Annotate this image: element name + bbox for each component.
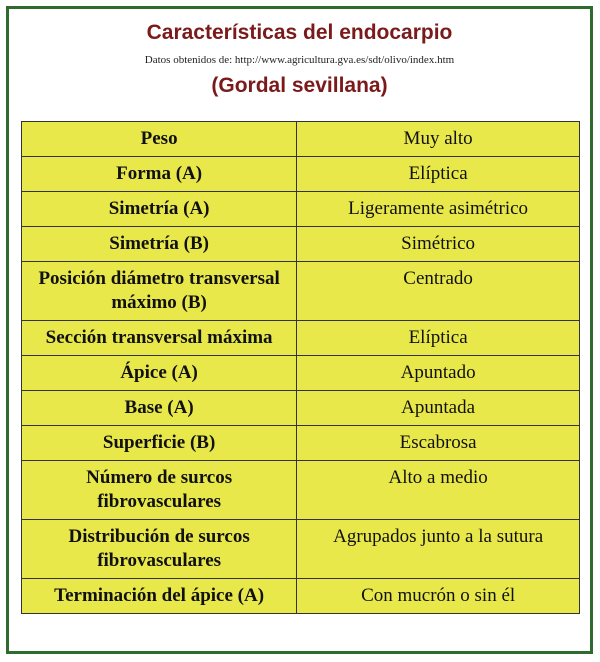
value-cell: Elíptica <box>297 321 580 356</box>
value-cell: Agrupados junto a la sutura <box>297 520 580 579</box>
property-cell: Simetría (A) <box>22 192 297 227</box>
property-cell: Terminación del ápice (A) <box>22 579 297 614</box>
property-cell: Peso <box>22 122 297 157</box>
endocarp-table <box>21 121 580 614</box>
table-row <box>22 356 580 391</box>
table-row <box>22 391 580 426</box>
value-cell: Simétrico <box>297 227 580 262</box>
property-cell: Distribución de surcos fibrovasculares <box>22 520 297 579</box>
table-row <box>22 157 580 192</box>
property-cell: Simetría (B) <box>22 227 297 262</box>
value-cell: Ligeramente asimétrico <box>297 192 580 227</box>
property-cell: Sección transversal máxima <box>22 321 297 356</box>
property-cell: Posición diámetro transversal máximo (B) <box>22 262 297 321</box>
table-row <box>22 426 580 461</box>
table-row <box>22 520 580 579</box>
value-cell: Elíptica <box>297 157 580 192</box>
property-cell: Superficie (B) <box>22 426 297 461</box>
property-cell: Ápice (A) <box>22 356 297 391</box>
value-cell: Con mucrón o sin él <box>297 579 580 614</box>
value-cell: Centrado <box>297 262 580 321</box>
variety-subtitle: (Gordal sevillana) <box>211 74 388 97</box>
property-cell: Forma (A) <box>22 157 297 192</box>
table-row <box>22 227 580 262</box>
property-cell: Base (A) <box>22 391 297 426</box>
value-cell: Muy alto <box>297 122 580 157</box>
document-frame <box>6 6 593 654</box>
table-row <box>22 321 580 356</box>
value-cell: Apuntado <box>297 356 580 391</box>
value-cell: Alto a medio <box>297 461 580 520</box>
table-row <box>22 262 580 321</box>
property-cell: Número de surcos fibrovasculares <box>22 461 297 520</box>
source-note: Datos obtenidos de: http://www.agricultura.gva.es/sdt/olivo/index.htm <box>144 54 455 66</box>
table-row <box>22 579 580 614</box>
table-row <box>22 192 580 227</box>
table-row <box>22 461 580 520</box>
value-cell: Apuntada <box>297 391 580 426</box>
value-cell: Escabrosa <box>297 426 580 461</box>
page-title: Características del endocarpio <box>146 21 453 44</box>
table-row <box>22 122 580 157</box>
